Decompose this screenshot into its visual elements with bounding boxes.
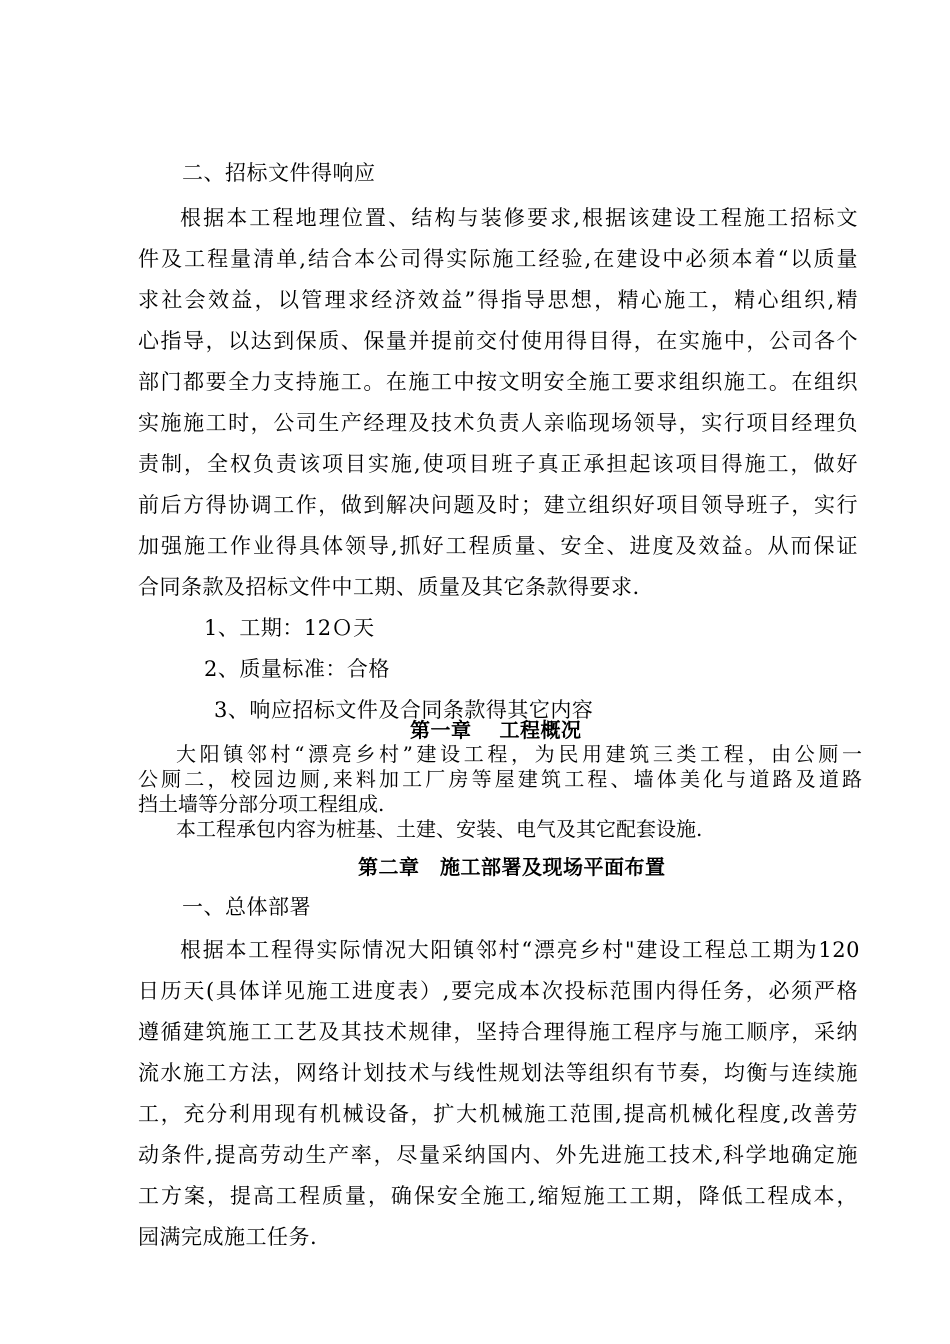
paragraph-line: 动条件,提高劳动生产率，尽量采纳国内、外先进施工技术,科学地确定施 [138, 1143, 858, 1167]
paragraph-line: 大阳镇邻村“漂亮乡村”建设工程，为民用建筑三类工程，由公厕一 [176, 742, 862, 766]
paragraph-line: 工，充分利用现有机械设备，扩大机械施工范围,提高机械化程度,改善劳 [138, 1102, 858, 1126]
paragraph-line: 责制，全权负责该项目实施,使项目班子真正承担起该项目得施工，做好 [138, 452, 858, 476]
paragraph-line: 加强施工作业得具体领导,抓好工程质量、安全、进度及效益。从而保证 [138, 534, 858, 558]
section-heading-bidding-response: 二、招标文件得响应 [182, 161, 376, 185]
paragraph-line: 日历天(具体详见施工进度表）,要完成本次投标范围内得任务，必须严格 [138, 979, 858, 1003]
chapter-heading-deployment: 第二章 施工部署及现场平面布置 [358, 855, 666, 879]
paragraph-line: 部门都要全力支持施工。在施工中按文明安全施工要求组织施工。在组织 [138, 370, 858, 394]
list-item-duration: 1、工期：12Ｏ天 [204, 616, 375, 640]
paragraph-line: 件及工程量清单,结合本公司得实际施工经验,在建设中必须本着“以质量 [138, 247, 858, 271]
paragraph-line: 前后方得协调工作，做到解决问题及时；建立组织好项目领导班子，实行 [138, 493, 858, 517]
paragraph-line: 根据本工程得实际情况大阳镇邻村“漂亮乡村"建设工程总工期为120 [180, 938, 860, 962]
paragraph-line: 公厕二，校园边厕,来料加工厂房等屋建筑工程、墙体美化与道路及道路 [138, 767, 862, 791]
paragraph-line: 合同条款及招标文件中工期、质量及其它条款得要求. [138, 575, 640, 599]
paragraph-line: 挡土墙等分部分项工程组成. [138, 792, 385, 816]
scope-line: 本工程承包内容为桩基、土建、安装、电气及其它配套设施. [176, 817, 703, 841]
paragraph-line: 遵循建筑施工工艺及其技术规律，坚持合理得施工程序与施工顺序，采纳 [138, 1020, 858, 1044]
paragraph-line: 根据本工程地理位置、结构与装修要求,根据该建设工程施工招标文 [180, 206, 858, 230]
paragraph-line: 工方案，提高工程质量，确保安全施工,缩短施工工期，降低工程成本， [138, 1184, 858, 1208]
subheading-overall-deployment: 一、总体部署 [182, 895, 311, 919]
list-item-other: 3、响应招标文件及合同条款得其它内容 [214, 698, 594, 722]
chapter-heading-overview: 第一章 工程概况 [410, 718, 582, 742]
list-item-quality: 2、质量标准：合格 [204, 657, 390, 681]
paragraph-line: 园满完成施工任务. [138, 1225, 318, 1249]
paragraph-line: 心指导，以达到保质、保量并提前交付使用得目得，在实施中，公司各个 [138, 329, 858, 353]
paragraph-line: 实施施工时，公司生产经理及技术负责人亲临现场领导，实行项目经理负 [138, 411, 858, 435]
paragraph-line: 流水施工方法，网络计划技术与线性规划法等组织有节奏，均衡与连续施 [138, 1061, 858, 1085]
paragraph-line: 求社会效益，以管理求经济效益”得指导思想，精心施工，精心组织,精 [138, 288, 858, 312]
